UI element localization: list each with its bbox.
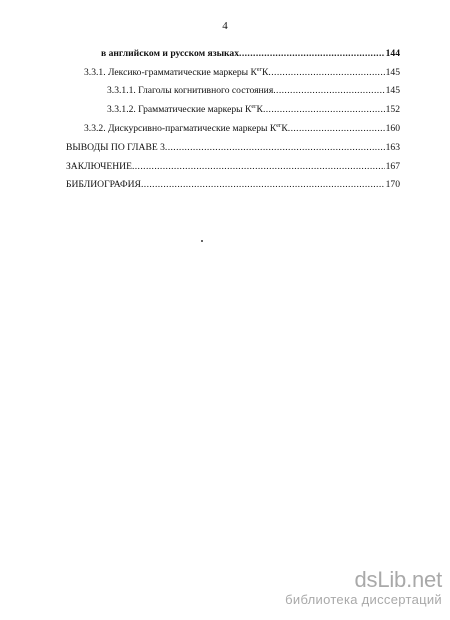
toc-entry-title: в английском и русском языках [101, 47, 240, 59]
toc-entry-title: ВЫВОДЫ ПО ГЛАВЕ 3 [66, 141, 165, 153]
watermark-tagline: библиотека диссертаций [285, 592, 442, 607]
toc-entry-title: 3.3.1. Лексико-грамматические маркеры $К^{ег}К$ [84, 66, 269, 78]
toc-entry-title: 3.3.2. Дискурсивно-прагматические маркеры $К^{ег}К$ [84, 122, 288, 134]
watermark [262, 568, 442, 608]
toc-entry-bibliography [66, 173, 400, 192]
toc-dot-leader [141, 179, 385, 191]
toc-dot-leader [273, 85, 384, 97]
toc-dot-leader [132, 161, 385, 173]
toc-dot-leader [268, 67, 384, 79]
toc-entry-page: 170 [385, 179, 400, 191]
toc-entry-chapter-3-conclusions [66, 135, 400, 154]
toc-entry-title: 3.3.1.1. Глаголы когнитивного состояния [107, 85, 274, 97]
toc-entry-page: 152 [385, 104, 400, 116]
toc-entry-title: 3.3.1.2. Грамматические маркеры $К^{ег}К$ [107, 104, 263, 116]
toc-entry-page: 167 [385, 160, 400, 172]
toc-entry-3-3-1 [66, 60, 400, 79]
toc-entry-3-3-1-1 [66, 79, 400, 98]
toc-entry-page: 160 [385, 122, 400, 134]
toc-dot-leader [288, 123, 385, 135]
toc-entry-page: 145 [385, 85, 400, 97]
toc-entry-3-3-2 [66, 116, 400, 135]
toc-dot-leader [165, 142, 385, 154]
toc-entry-conclusion [66, 154, 400, 173]
toc-entry-page: 163 [385, 141, 400, 153]
page-number: 4 [222, 20, 228, 32]
toc-entry-3-3-1-2 [66, 97, 400, 116]
table-of-contents [66, 41, 400, 191]
toc-entry-continuation [66, 41, 400, 60]
toc-entry-page: 144 [385, 47, 400, 59]
toc-entry-title: БИБЛИОГРАФИЯ [66, 179, 141, 191]
watermark-logo: dsLib.net [354, 567, 442, 592]
toc-entry-title: ЗАКЛЮЧЕНИЕ [66, 160, 132, 172]
toc-dot-leader [263, 104, 385, 116]
toc-dot-leader [239, 48, 385, 60]
scan-speck [201, 240, 203, 242]
toc-entry-page: 145 [385, 66, 400, 78]
